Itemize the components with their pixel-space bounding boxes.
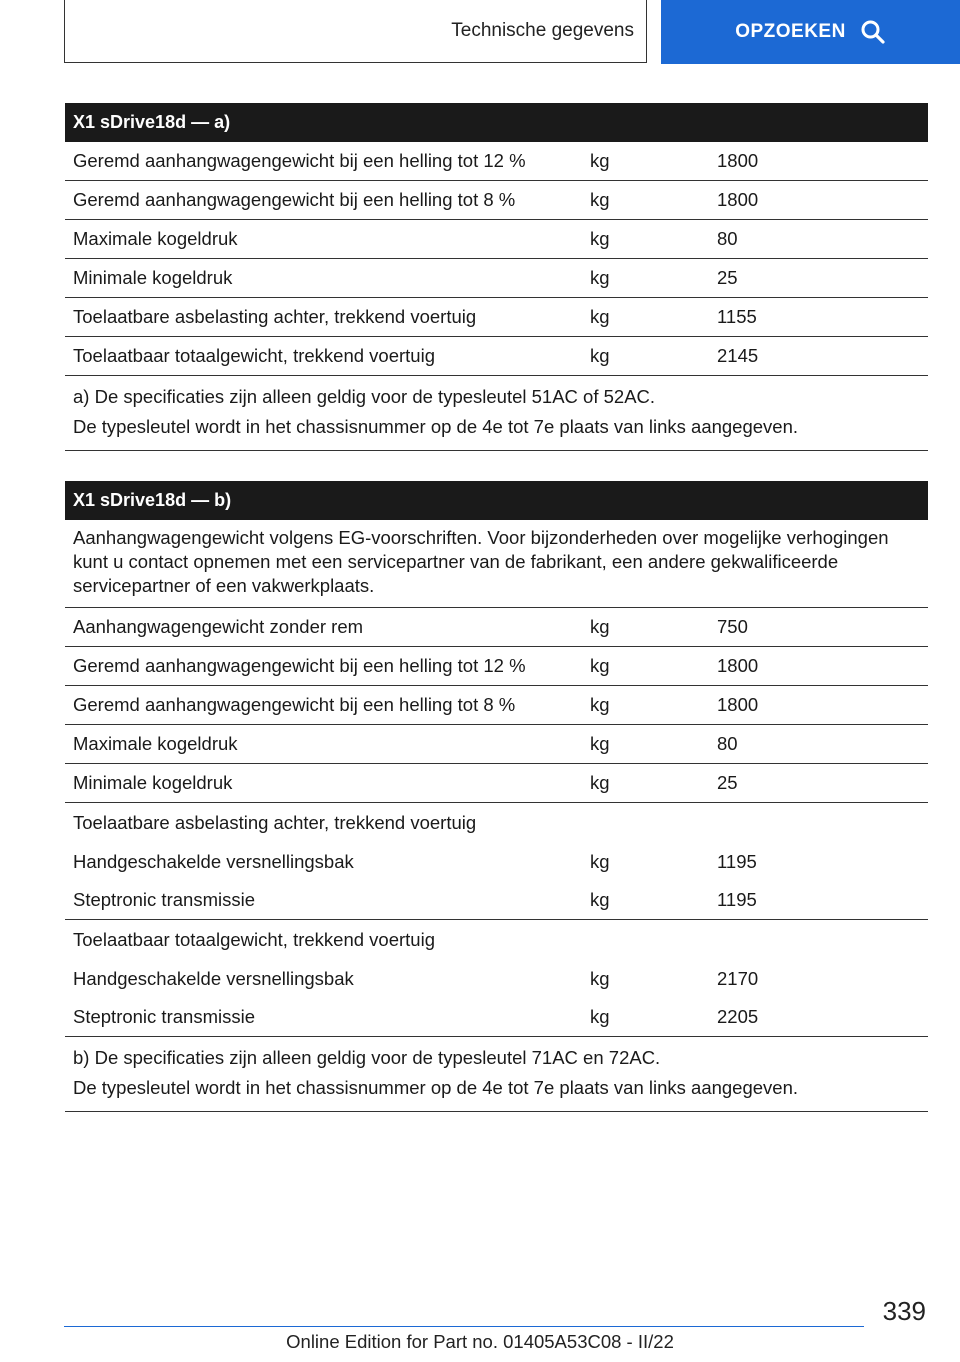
row-unit: kg xyxy=(590,150,610,171)
row-label: Geremd aanhangwagengewicht bij een helling tot 12 % xyxy=(73,150,526,171)
row-unit: kg xyxy=(590,889,610,910)
table-row xyxy=(65,181,928,220)
table-a-note-1: a) De specificaties zijn alleen geldig voor de typesleutel 51AC of 52AC. xyxy=(73,386,656,407)
page-number: 339 xyxy=(882,1296,926,1326)
row-label: Handgeschakelde versnellingsbak xyxy=(73,967,354,989)
row-value: 750 xyxy=(717,616,748,637)
row-value: 1155 xyxy=(717,306,757,327)
row-value: 1800 xyxy=(717,655,759,676)
row-value: 80 xyxy=(717,228,738,249)
row-unit: kg xyxy=(590,345,610,366)
row-label: Minimale kogeldruk xyxy=(73,267,233,288)
table-row xyxy=(65,298,928,337)
table-row xyxy=(65,647,928,686)
row-label: Aanhangwagengewicht zonder rem xyxy=(73,616,364,637)
table-b-note-1: b) De specificaties zijn alleen geldig voor de typesleutel 71AC en 72AC. xyxy=(73,1047,661,1068)
row-label: Toelaatbare asbelasting achter, trekkend voertuig xyxy=(73,306,477,327)
table-row xyxy=(65,764,928,803)
row-value: 25 xyxy=(717,772,738,793)
row-unit: kg xyxy=(590,733,610,754)
group-heading-row xyxy=(65,920,928,959)
row-unit: kg xyxy=(590,1006,610,1027)
footer-divider xyxy=(64,1326,864,1327)
row-value: 2145 xyxy=(717,345,759,366)
row-label: Geremd aanhangwagengewicht bij een helling tot 8 % xyxy=(73,189,516,210)
table-row xyxy=(65,259,928,298)
row-unit: kg xyxy=(590,306,610,327)
page-header xyxy=(0,0,960,66)
group-heading: Toelaatbare asbelasting achter, trekkend voertuig xyxy=(73,811,477,833)
row-value: 1800 xyxy=(717,694,759,715)
row-label: Maximale kogeldruk xyxy=(73,733,238,754)
row-value: 1195 xyxy=(717,889,757,910)
row-value: 25 xyxy=(717,267,738,288)
table-a-rows xyxy=(65,142,928,376)
table-b-intro: Aanhangwagengewicht volgens EG-voorschriften. Voor bijzonderheden over mogelijke verhogingen kunt u contact opnemen met een servicepartner van de fabrikant, een andere gekwalificeerde servicepartner of een vakwerkplaats. xyxy=(65,520,928,608)
row-value: 1195 xyxy=(717,850,757,872)
row-label: Geremd aanhangwagengewicht bij een helling tot 8 % xyxy=(73,694,516,715)
section-spacer xyxy=(65,451,928,481)
row-unit: kg xyxy=(590,850,610,872)
footer-edition: Online Edition for Part no. 01405A53C08 - II/22 xyxy=(286,1331,674,1352)
search-button[interactable] xyxy=(661,0,960,64)
table-row xyxy=(65,842,928,881)
table-b-rows xyxy=(65,608,928,803)
table-row xyxy=(65,142,928,181)
row-value: 2205 xyxy=(717,1006,759,1027)
row-unit: kg xyxy=(590,228,610,249)
row-label: Maximale kogeldruk xyxy=(73,228,238,249)
row-unit: kg xyxy=(590,967,610,989)
total-weight-group xyxy=(65,920,928,1037)
row-label: Steptronic transmissie xyxy=(73,1006,255,1027)
table-b-notes xyxy=(65,1037,928,1112)
row-value: 80 xyxy=(717,733,738,754)
search-icon xyxy=(860,19,886,45)
table-a-note-2: De typesleutel wordt in het chassisnummer op de 4e tot 7e plaats van links aangegeven. xyxy=(73,416,799,437)
row-label: Toelaatbaar totaalgewicht, trekkend voertuig xyxy=(73,345,435,366)
table-row xyxy=(65,998,928,1037)
table-row xyxy=(65,881,928,920)
row-unit: kg xyxy=(590,267,610,288)
table-row xyxy=(65,725,928,764)
row-value: 1800 xyxy=(717,150,759,171)
main-content xyxy=(65,103,928,1112)
row-unit: kg xyxy=(590,772,610,793)
table-b-title: X1 sDrive18d — b) xyxy=(65,481,928,520)
table-a-title: X1 sDrive18d — a) xyxy=(65,103,928,142)
table-row xyxy=(65,608,928,647)
group-heading-row xyxy=(65,803,928,842)
search-label: OPZOEKEN xyxy=(735,21,846,42)
row-value: 2170 xyxy=(717,967,759,989)
table-row xyxy=(65,220,928,259)
table-a-notes xyxy=(65,376,928,451)
section-title: Technische gegevens xyxy=(451,20,634,41)
group-heading: Toelaatbaar totaalgewicht, trekkend voertuig xyxy=(73,928,435,950)
row-unit: kg xyxy=(590,189,610,210)
row-unit: kg xyxy=(590,694,610,715)
table-row xyxy=(65,337,928,376)
table-row xyxy=(65,686,928,725)
row-value: 1800 xyxy=(717,189,759,210)
row-label: Handgeschakelde versnellingsbak xyxy=(73,850,354,872)
row-label: Geremd aanhangwagengewicht bij een helling tot 12 % xyxy=(73,655,526,676)
table-b-note-2: De typesleutel wordt in het chassisnummer op de 4e tot 7e plaats van links aangegeven. xyxy=(73,1077,799,1098)
table-row xyxy=(65,959,928,998)
row-label: Minimale kogeldruk xyxy=(73,772,233,793)
axle-load-group xyxy=(65,803,928,920)
section-tab[interactable] xyxy=(64,0,647,63)
row-label: Steptronic transmissie xyxy=(73,889,255,910)
row-unit: kg xyxy=(590,616,610,637)
row-unit: kg xyxy=(590,655,610,676)
